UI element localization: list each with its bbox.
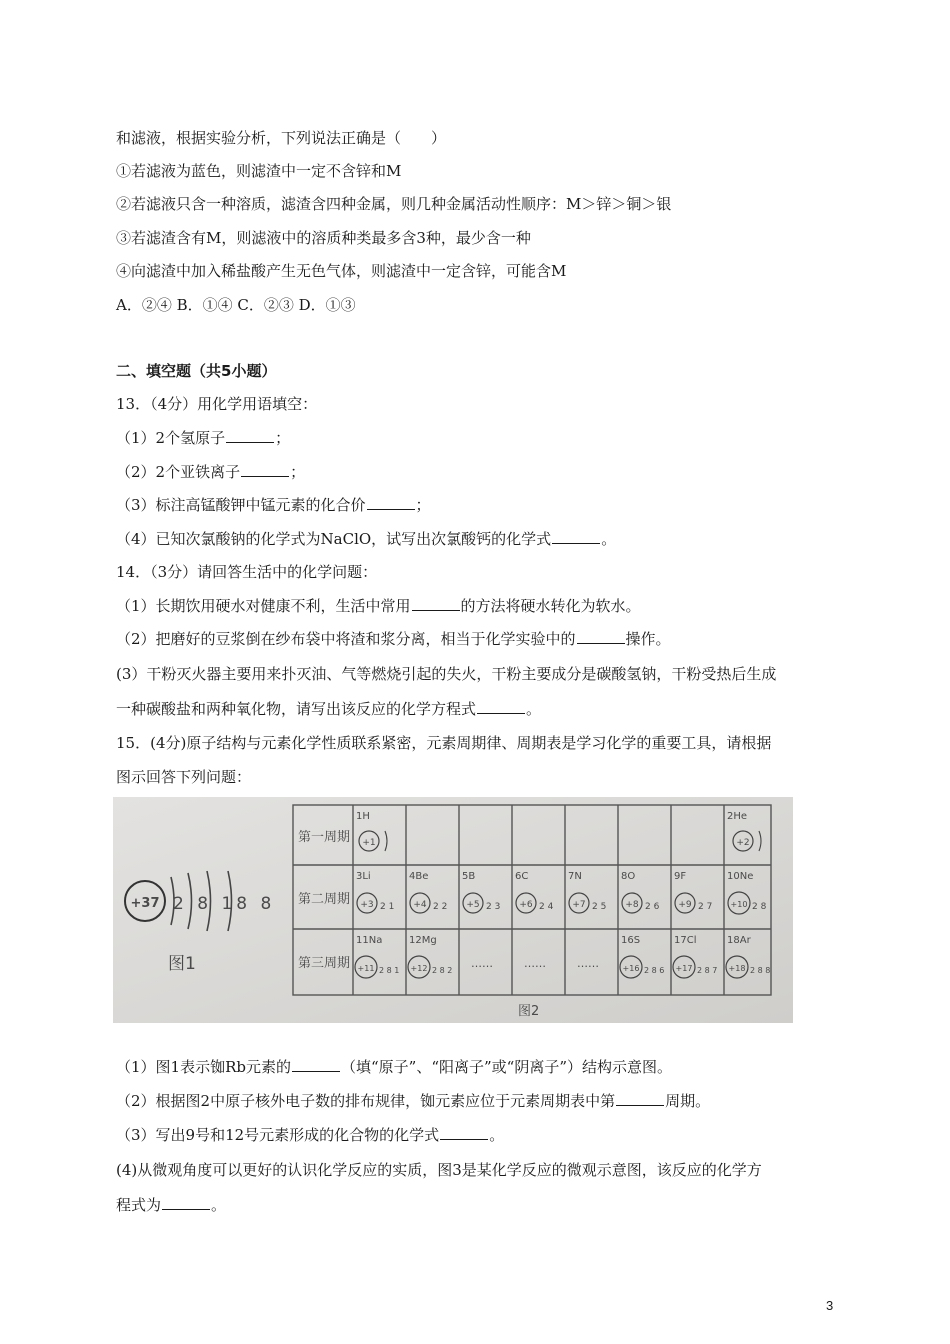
nucleus-label: +11 <box>357 964 375 973</box>
row3-dash: …… <box>471 957 493 970</box>
element-symbol: 8O <box>621 871 636 882</box>
q13-part-3-end: ； <box>415 496 431 514</box>
shell-numbers: 2 7 <box>698 902 713 912</box>
q12-choices: A．②④ B．①④ C．②③ D．①③ <box>116 296 356 314</box>
period-1-label: 第一周期 <box>298 830 351 845</box>
q14-part-3-cont <box>116 699 541 719</box>
element-symbol: 16S <box>621 935 641 946</box>
q14-part-3-end: 。 <box>526 700 542 718</box>
q13-part-4-text: （4）已知次氯酸钠的化学式为NaClO，试写出次氯酸钙的化学式 <box>116 530 552 548</box>
shell-numbers: 2 1 <box>380 902 395 912</box>
nucleus-label: +8 <box>625 900 639 910</box>
nucleus-label: +17 <box>675 964 693 973</box>
element-symbol: 18Ar <box>727 935 751 946</box>
nucleus-label: +6 <box>519 900 533 910</box>
answer-blank[interactable] <box>292 1057 340 1072</box>
q13-stem: 13．（4分）用化学用语填空： <box>116 395 318 413</box>
q12-option-4: ④向滤渣中加入稀盐酸产生无色气体，则滤渣中一定含锌，可能含M <box>116 262 567 280</box>
q14-part-2-text: （2）把磨好的豆浆倒在纱布袋中将渣和浆分离，相当于化学实验中的 <box>116 630 576 648</box>
nucleus-label: +9 <box>678 900 692 910</box>
answer-blank[interactable] <box>367 495 415 510</box>
q15-part-1-text: （1）图1表示铷Rb元素的 <box>116 1058 291 1076</box>
q14-part-1 <box>116 596 641 616</box>
q13-part-3-text: （3）标注高锰酸钾中锰元素的化合价 <box>116 496 366 514</box>
q13-part-1-text: （1）2个氢原子 <box>116 429 226 447</box>
q12-stem-tail: 和滤液，根据实验分析，下列说法正确是（ ） <box>116 129 447 147</box>
q12-option-2: ②若滤液只含一种溶质，滤渣含四种金属，则几种金属活动性顺序：M＞锌＞铜＞银 <box>116 195 672 213</box>
nucleus-label: +5 <box>466 900 480 910</box>
q13-part-1-end: ； <box>275 429 291 447</box>
shell-numbers: 2 6 <box>645 902 660 912</box>
nucleus-label: +10 <box>730 900 748 909</box>
shell-numbers: 2 2 <box>433 902 448 912</box>
element-symbol: 11Na <box>356 935 383 946</box>
element-symbol: 5B <box>462 871 476 882</box>
period-3-label: 第三周期 <box>298 956 351 971</box>
fig2-label: 图2 <box>518 1004 540 1019</box>
q14-part-3: (3）干粉灭火器主要用来扑灭油、气等燃烧引起的失火，干粉主要成分是碳酸氢钠，干粉受热后生成 <box>116 665 777 683</box>
q14-part-1-end: 的方法将硬水转化为软水。 <box>460 597 641 615</box>
shell-numbers: 2 8 <box>752 902 767 912</box>
element-symbol: 9F <box>674 871 687 882</box>
answer-blank[interactable] <box>577 629 625 644</box>
nucleus-label: +16 <box>622 964 640 973</box>
figure-drawing <box>113 797 793 1023</box>
atom-structure-figure <box>113 797 793 1023</box>
q15-part-2-end: 周期。 <box>665 1092 711 1110</box>
q13-part-2-text: （2）2个亚铁离子 <box>116 463 241 481</box>
nucleus-label: +12 <box>410 964 428 973</box>
nucleus-label: +4 <box>413 900 427 910</box>
element-symbol: 17Cl <box>674 935 697 946</box>
q15-part-4-cont-text: 程式为 <box>116 1196 162 1214</box>
answer-blank[interactable] <box>440 1125 488 1140</box>
q15-stem: 15．(4分)原子结构与元素化学性质联系紧密，元素周期律、周期表是学习化学的重要工具，请根据 <box>116 734 772 752</box>
q13-part-1 <box>116 428 290 448</box>
answer-blank[interactable] <box>412 596 460 611</box>
nucleus-label: +2 <box>736 838 750 848</box>
q13-part-3 <box>116 495 431 515</box>
answer-blank[interactable] <box>552 529 600 544</box>
element-symbol: 4Be <box>409 871 429 882</box>
q14-part-3-cont-text: 一种碳酸盐和两种氧化物，请写出该反应的化学方程式 <box>116 700 477 718</box>
row3-dash: …… <box>524 957 546 970</box>
element-symbol: 10Ne <box>727 871 754 882</box>
q15-part-4-end: 。 <box>211 1196 227 1214</box>
q15-part-1-end: （填“原子”、“阳离子”或“阴离子”）结构示意图。 <box>340 1058 672 1076</box>
q12-option-3: ③若滤渣含有M，则滤液中的溶质种类最多含3种，最少含一种 <box>116 229 531 247</box>
page-number: 3 <box>826 1298 834 1313</box>
nucleus-label: +1 <box>362 838 376 848</box>
fig1-label: 图1 <box>168 954 196 974</box>
q15-part-1 <box>116 1057 672 1077</box>
element-symbol: 3Li <box>356 871 371 882</box>
q15-part-3-end: 。 <box>489 1126 505 1144</box>
q13-part-4-end: 。 <box>601 530 617 548</box>
shell-numbers: 2 3 <box>486 902 501 912</box>
element-symbol: 1H <box>356 811 370 822</box>
shell-numbers: 2 4 <box>539 902 554 912</box>
q13-part-2 <box>116 462 305 482</box>
answer-blank[interactable] <box>616 1091 664 1106</box>
rb-nucleus-label: +37 <box>130 896 160 911</box>
shell-numbers: 2 8 7 <box>697 966 718 975</box>
q15-part-3 <box>116 1125 504 1145</box>
q13-part-2-end: ； <box>290 463 306 481</box>
element-symbol: 12Mg <box>409 935 437 946</box>
row3-dash: …… <box>577 957 599 970</box>
shell-numbers: 2 8 1 <box>379 966 400 975</box>
answer-blank[interactable] <box>226 428 274 443</box>
element-symbol: 2He <box>727 811 748 822</box>
answer-blank[interactable] <box>241 462 289 477</box>
period-2-label: 第二周期 <box>298 892 351 907</box>
shell-numbers: 2 5 <box>592 902 607 912</box>
q15-part-2 <box>116 1091 710 1111</box>
q14-stem: 14．（3分）请回答生活中的化学问题： <box>116 563 378 581</box>
q15-stem-cont: 图示回答下列问题： <box>116 768 252 786</box>
q15-part-2-text: （2）根据图2中原子核外电子数的排布规律，铷元素应位于元素周期表中第 <box>116 1092 616 1110</box>
shell-numbers: 2 8 2 <box>432 966 453 975</box>
q15-part-3-text: （3）写出9号和12号元素形成的化合物的化学式 <box>116 1126 440 1144</box>
q14-part-2-end: 操作。 <box>625 630 671 648</box>
answer-blank[interactable] <box>477 699 525 714</box>
nucleus-label: +7 <box>572 900 586 910</box>
q13-part-4 <box>116 529 616 549</box>
nucleus-label: +3 <box>360 900 374 910</box>
answer-blank[interactable] <box>162 1195 210 1210</box>
section-heading: 二、填空题（共5小题） <box>116 362 277 380</box>
nucleus-label: +18 <box>728 964 746 973</box>
rb-shell-numbers: 2 8 18 8 <box>173 894 276 914</box>
element-symbol: 7N <box>568 871 582 882</box>
q15-part-4-cont <box>116 1195 226 1215</box>
element-symbol: 6C <box>515 871 529 882</box>
q15-part-4: (4)从微观角度可以更好的认识化学反应的实质，图3是某化学反应的微观示意图，该反应的化学方 <box>116 1161 762 1179</box>
q14-part-2 <box>116 629 671 649</box>
q14-part-1-text: （1）长期饮用硬水对健康不利，生活中常用 <box>116 597 411 615</box>
shell-numbers: 2 8 8 <box>750 966 771 975</box>
q12-option-1: ①若滤液为蓝色，则滤渣中一定不含锌和M <box>116 162 402 180</box>
shell-numbers: 2 8 6 <box>644 966 665 975</box>
